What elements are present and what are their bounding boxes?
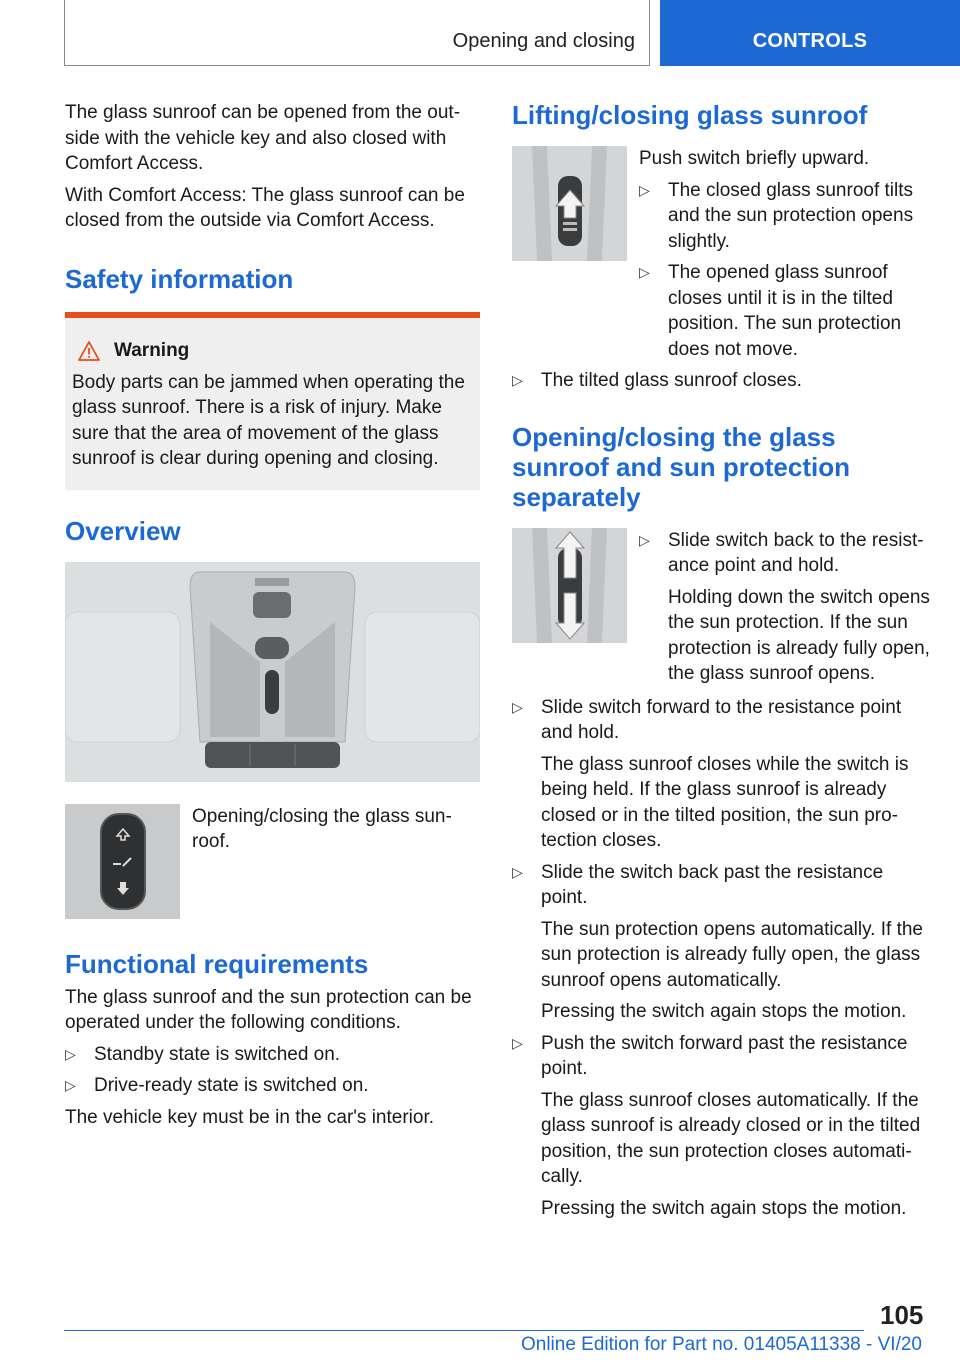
list-item (512, 860, 930, 1025)
list-item-text: Slide the switch back past the resistance point. (541, 861, 884, 908)
right-column (512, 100, 930, 1227)
separate-text (627, 528, 930, 693)
left-column (65, 100, 480, 1136)
list-item-text: Push the switch forward past the resistance point. (541, 1032, 908, 1079)
list-item-detail: The sun protection opens automatically. If the sun protection is already fully open, the glass sunroof opens automatically. (541, 918, 923, 991)
separate-block (512, 528, 930, 693)
overview-caption-row (65, 804, 480, 919)
list-item-detail: Pressing the switch again stops the motion. (541, 1001, 907, 1022)
list-item (639, 528, 930, 687)
list-item (512, 1031, 930, 1222)
lifting-intro: Push switch briefly upward. (639, 148, 870, 169)
list-item: ▷ The tilted glass sunroof closes. (512, 368, 930, 394)
lifting-list (639, 178, 930, 363)
page-header (0, 0, 960, 66)
overview-caption: Opening/closing the glass sun‐roof. (192, 805, 452, 852)
intro-paragraph-1: The glass sunroof can be opened from the out‐side with the vehicle key and also closed with Comfort Access. (65, 102, 461, 174)
page-number: 105 (880, 1300, 924, 1330)
lifting-block (512, 146, 930, 368)
functional-list (65, 1042, 480, 1099)
separate-heading: Opening/closing the glass sunroof and sun protection separately (512, 421, 850, 512)
lifting-heading: Lifting/closing glass sunroof (512, 100, 868, 130)
sunroof-switch-illustration (65, 804, 180, 919)
separate-list-continued (512, 695, 930, 1222)
header-chapter-tab[interactable] (660, 0, 960, 66)
footer-edition: Online Edition for Part no. 01405A11338 - VI/20 (520, 1334, 922, 1355)
warning-triangle-icon (78, 341, 100, 361)
lifting-switch-image (512, 146, 627, 261)
list-item-detail: The glass sunroof closes while the switch is being held. If the glass sunroof is already closed or in the tilted position, the sun pro‐tection closes. (541, 753, 909, 851)
warning-title: Warning (114, 339, 190, 361)
list-item: ▷ The closed glass sunroof tilts and the sun protection opens slightly. (639, 178, 930, 255)
list-item-detail: The glass sunroof closes automatically. If the glass sunroof is already closed or in the tilted position, the sun protection closes automati‐cally. (541, 1089, 921, 1187)
list-item: ▷ Drive-ready state is switched on. (65, 1073, 480, 1099)
list-item (512, 695, 930, 854)
intro-paragraph-2: With Comfort Access: The glass sunroof can be closed from the outside via Comfort Access. (65, 184, 465, 231)
warning-text: Body parts can be jammed when operating the glass sunroof. There is a risk of injury. Make sure that the area of movement of the glass sunroof is clear during opening and closing. (72, 371, 465, 469)
footer-divider (64, 1330, 864, 1331)
list-item-detail: Holding down the switch opens the sun protection. If the sun protection is already fully open, the glass sunroof opens. (668, 586, 930, 684)
header-section-title: Opening and closing (452, 30, 635, 52)
separate-switch-illustration (512, 528, 627, 643)
separate-list (639, 528, 930, 687)
switch-image (65, 804, 180, 919)
lifting-switch-illustration (512, 146, 627, 261)
functional-note: The vehicle key must be in the car's interior. (65, 1106, 435, 1128)
list-item: ▷ Standby state is switched on. (65, 1042, 480, 1068)
list-item: ▷ The opened glass sunroof closes until it is in the tilted position. The sun protection does not move. (639, 260, 930, 362)
warning-box (65, 312, 480, 490)
separate-switch-image (512, 528, 627, 643)
header-section-box (64, 0, 650, 66)
overview-image (65, 562, 480, 782)
safety-heading: Safety information (65, 263, 294, 294)
lifting-list-continued (512, 368, 930, 394)
header-chapter-label: CONTROLS (752, 30, 868, 52)
list-item-text: Slide switch back to the resist‐ance point and hold. (668, 529, 924, 576)
roof-console-illustration (65, 562, 480, 782)
list-item-detail: Pressing the switch again stops the motion. (541, 1197, 907, 1219)
functional-text: The glass sunroof and the sun protection can be operated under the following conditions. (65, 986, 472, 1033)
warning-title-row (72, 340, 472, 362)
list-item-text: Slide switch forward to the resistance point and hold. (541, 696, 902, 743)
functional-heading: Functional requirements (65, 948, 369, 979)
lifting-text (627, 146, 930, 368)
overview-heading: Overview (65, 515, 181, 546)
